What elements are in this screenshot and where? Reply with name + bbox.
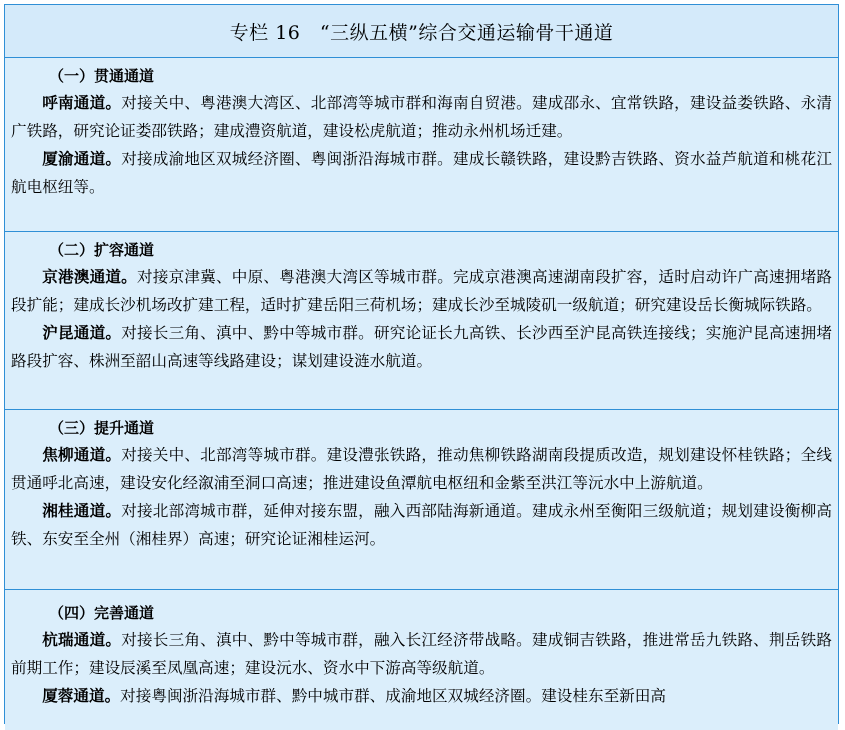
- route-paragraph: [11, 89, 832, 145]
- column-box: [4, 4, 839, 724]
- section-heading: （三）提升通道: [49, 419, 155, 437]
- route-name: 京港澳通道。: [42, 267, 137, 286]
- route-name: 呼南通道。: [42, 93, 122, 112]
- route-name: 沪昆通道。: [42, 323, 122, 342]
- route-name: 杭瑞通道。: [42, 630, 122, 649]
- route-text: 对接关中、北部湾等城市群。建设澧张铁路，推动焦柳铁路湖南段提质改造，规划建设怀桂铁路；全线贯通呼北高速，建设安化经溆浦至洞口高速；推进建设鱼潭航电枢纽和金紫至洪江等沅水中上游航道。: [11, 446, 832, 492]
- route-text: 对接成渝地区双城经济圈、粤闽浙沿海城市群。建成长赣铁路，建设黔吉铁路、资水益芦航道和桃花江航电枢纽等。: [11, 150, 832, 196]
- route-name: 湘桂通道。: [42, 501, 122, 520]
- column-title: 专栏 16 “三纵五横”综合交通运输骨干通道: [5, 5, 838, 58]
- section-heading: （一）贯通通道: [49, 67, 155, 85]
- route-name: 厦渝通道。: [42, 149, 122, 168]
- route-text: 对接粤闽浙沿海城市群、黔中城市群、成渝地区双城经济圈。建设桂东至新田高: [120, 687, 666, 705]
- route-paragraph: [11, 441, 832, 497]
- route-name: 厦蓉通道。: [42, 686, 121, 705]
- route-paragraph: [11, 319, 832, 375]
- section-through-corridors: [5, 58, 838, 232]
- route-text: 对接长三角、滇中、黔中等城市群。研究论证长九高铁、长沙西至沪昆高铁连接线；实施沪昆高速拥堵路段扩容、株洲至韶山高速等线路建设；谋划建设涟水航道。: [11, 324, 832, 370]
- route-text: 对接北部湾城市群，延伸对接东盟，融入西部陆海新通道。建成永州至衡阳三级航道；规划建设衡柳高铁、东安至全州（湘桂界）高速；研究论证湘桂运河。: [11, 502, 832, 548]
- section-heading: （二）扩容通道: [49, 241, 155, 259]
- route-paragraph: [11, 145, 832, 201]
- section-upgrade-corridors: [5, 410, 838, 590]
- route-text: 对接长三角、滇中、黔中等城市群，融入长江经济带战略。建成铜吉铁路，推进常岳九铁路、荆岳铁路前期工作；建设辰溪至凤凰高速；建设沅水、资水中下游高等级航道。: [11, 631, 832, 677]
- section-expansion-corridors: [5, 232, 838, 410]
- section-heading: （四）完善通道: [49, 604, 155, 622]
- route-name: 焦柳通道。: [42, 445, 122, 464]
- section-improvement-corridors: [5, 590, 838, 730]
- route-paragraph: [11, 497, 832, 553]
- route-text: 对接关中、粤港澳大湾区、北部湾等城市群和海南自贸港。建成邵永、宜常铁路，建设益娄铁路、永清广铁路，研究论证娄邵铁路；建成澧资航道，建设松虎航道；推动永州机场迁建。: [11, 94, 832, 140]
- route-paragraph: [11, 263, 832, 319]
- route-paragraph: [11, 626, 832, 682]
- route-paragraph: [11, 682, 832, 711]
- route-text: 对接京津冀、中原、粤港澳大湾区等城市群。完成京港澳高速湖南段扩容，适时启动许广高速拥堵路段扩能；建成长沙机场改扩建工程，适时扩建岳阳三荷机场；建成长沙至城陵矶一级航道；研究建设岳长衡城际铁路。: [11, 268, 832, 314]
